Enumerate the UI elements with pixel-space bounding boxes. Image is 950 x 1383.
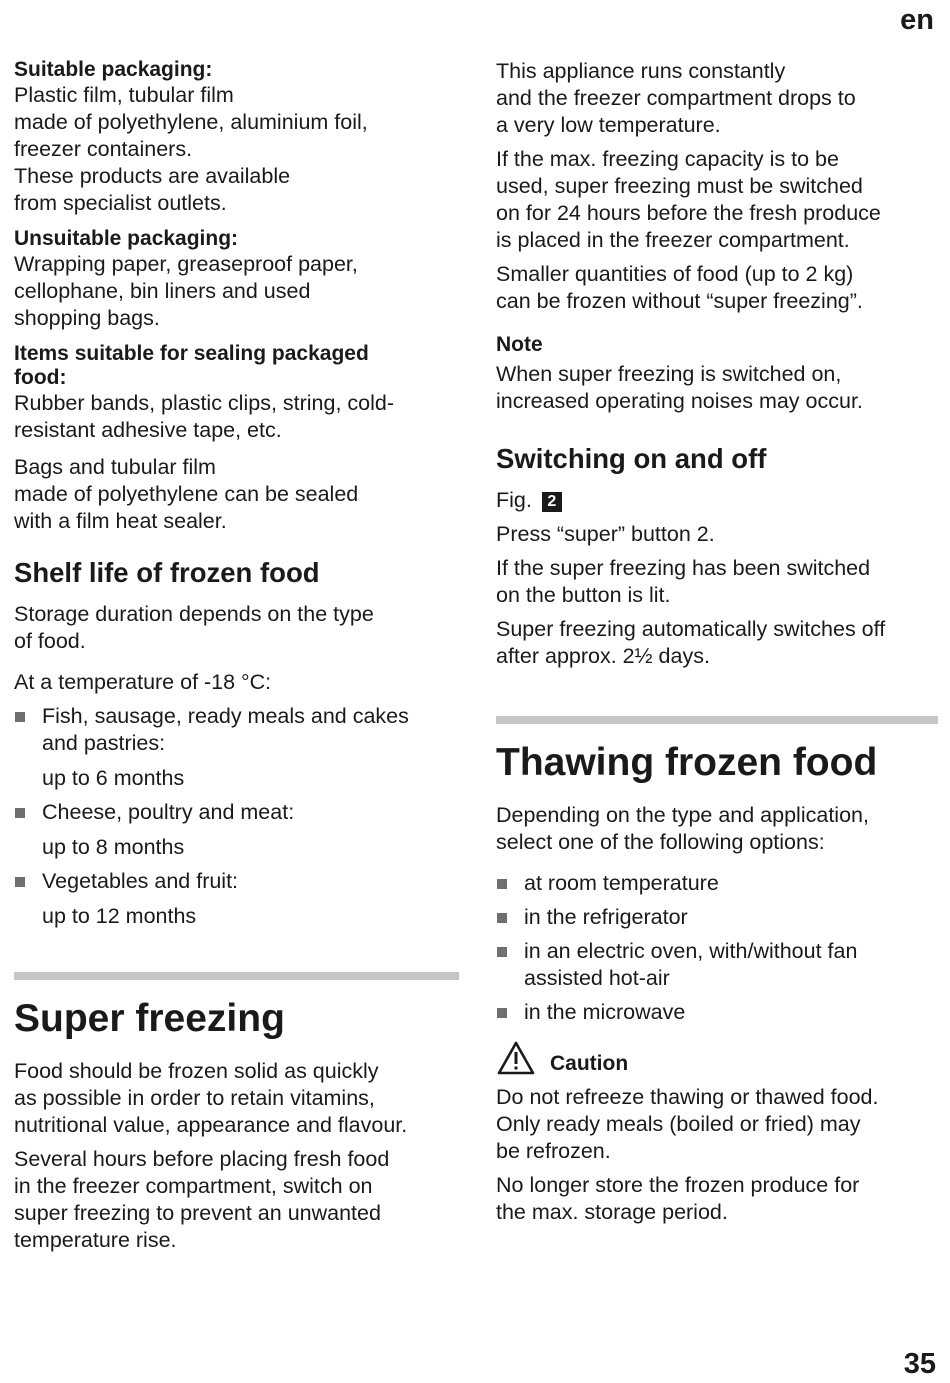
text-line: Plastic film, tubular film [14, 83, 234, 107]
bullet-square-icon [497, 879, 507, 889]
warning-triangle-icon [496, 1040, 536, 1076]
fig-label: Fig. [496, 488, 532, 512]
text-line: Super freezing automatically switches off [496, 617, 886, 641]
left-column [14, 58, 459, 1261]
super-freezing-text-1 [14, 1058, 459, 1139]
item-duration: up to 12 months [42, 904, 197, 928]
text-line: made of polyethylene can be sealed [14, 482, 359, 506]
figure-reference [496, 487, 938, 514]
text-line: as possible in order to retain vitamins, [14, 1086, 375, 1110]
item-text: Vegetables and fruit: [42, 869, 239, 893]
text-line: Smaller quantities of food (up to 2 kg) [496, 262, 854, 286]
text-line: on the button is lit. [496, 583, 671, 607]
item-text: assisted hot-air [524, 966, 670, 990]
constant-run-text [496, 58, 938, 139]
text-line: with a film heat sealer. [14, 509, 227, 533]
text-line: is placed in the freezer compartment. [496, 228, 850, 252]
caution-header [496, 1040, 938, 1076]
section-divider [14, 972, 459, 980]
thawing-heading: Thawing frozen food [496, 741, 878, 784]
label-line: food: [14, 366, 67, 389]
temperature-line: At a temperature of -18 °C: [14, 670, 272, 694]
language-code: en [900, 4, 934, 36]
text-line: and the freezer compartment drops to [496, 86, 856, 110]
suitable-packaging-label: Suitable packaging: [14, 58, 213, 81]
item-text: Cheese, poultry and meat: [42, 800, 295, 824]
text-line: after approx. 2½ days. [496, 644, 710, 668]
item-text: in the microwave [524, 1000, 686, 1024]
caution-label: Caution [550, 1052, 629, 1075]
text-line: Depending on the type and application, [496, 803, 869, 827]
text-line: Wrapping paper, greaseproof paper, [14, 252, 358, 276]
suitable-packaging-text [14, 82, 459, 217]
button-lit-text [496, 555, 938, 609]
storage-period-text [496, 1172, 938, 1226]
text-line: used, super freezing must be switched [496, 174, 863, 198]
text-line: Storage duration depends on the type [14, 602, 374, 626]
text-line: in the freezer compartment, switch on [14, 1174, 373, 1198]
text-line: a very low temperature. [496, 113, 721, 137]
shelf-life-heading: Shelf life of frozen food [14, 557, 320, 588]
small-quantities-text [496, 261, 938, 315]
film-sealer-text [14, 454, 459, 535]
text-line: This appliance runs constantly [496, 59, 786, 83]
sealing-items-label [14, 342, 459, 390]
item-text: at room temperature [524, 871, 719, 895]
text-line: freezer containers. [14, 137, 193, 161]
section-divider [496, 716, 938, 724]
list-item [496, 999, 938, 1026]
text-line: Food should be frozen solid as quickly [14, 1059, 379, 1083]
bullet-square-icon [497, 947, 507, 957]
item-duration: up to 6 months [42, 766, 185, 790]
list-item [496, 938, 938, 992]
thawing-intro [496, 802, 938, 856]
list-item [14, 703, 459, 792]
text-line: Several hours before placing fresh food [14, 1147, 390, 1171]
list-item [14, 799, 459, 861]
max-capacity-text [496, 146, 938, 254]
text-line: These products are available [14, 164, 291, 188]
text-line: No longer store the frozen produce for [496, 1173, 860, 1197]
item-text: in an electric oven, with/without fan [524, 939, 858, 963]
text-line: increased operating noises may occur. [496, 389, 863, 413]
bullet-square-icon [15, 712, 25, 722]
item-duration: up to 8 months [42, 835, 185, 859]
auto-off-text [496, 616, 938, 670]
text-line: made of polyethylene, aluminium foil, [14, 110, 368, 134]
unsuitable-packaging [14, 227, 459, 332]
text-line: select one of the following options: [496, 830, 825, 854]
bullet-square-icon [15, 808, 25, 818]
text-line: nutritional value, appearance and flavour. [14, 1113, 408, 1137]
item-text: and pastries: [42, 731, 166, 755]
text-line: Only ready meals (boiled or fried) may [496, 1112, 861, 1136]
text-line: from specialist outlets. [14, 191, 227, 215]
unsuitable-packaging-text [14, 251, 459, 332]
thawing-options-list [496, 870, 938, 1026]
text-line: super freezing to prevent an unwanted [14, 1201, 381, 1225]
note-label: Note [496, 333, 543, 356]
item-text: in the refrigerator [524, 905, 688, 929]
sealing-items-text [14, 390, 459, 444]
text-line: the max. storage period. [496, 1200, 728, 1224]
fig-number-badge: 2 [542, 492, 562, 512]
sealing-items [14, 342, 459, 444]
text-line: cellophane, bin liners and used [14, 279, 311, 303]
super-freezing-text-2 [14, 1146, 459, 1254]
super-freezing-heading: Super freezing [14, 997, 285, 1040]
shelf-life-intro [14, 601, 459, 655]
text-line: be refrozen. [496, 1139, 611, 1163]
right-column [496, 58, 938, 1233]
text-line: resistant adhesive tape, etc. [14, 418, 282, 442]
text-line: on for 24 hours before the fresh produce [496, 201, 881, 225]
bullet-square-icon [497, 913, 507, 923]
suitable-packaging [14, 58, 459, 217]
unsuitable-packaging-label: Unsuitable packaging: [14, 227, 239, 250]
page-number: 35 [903, 1348, 936, 1380]
switching-heading: Switching on and off [496, 443, 767, 474]
text-line: Bags and tubular film [14, 455, 216, 479]
text-line: Do not refreeze thawing or thawed food. [496, 1085, 879, 1109]
bullet-square-icon [497, 1008, 507, 1018]
text-line: temperature rise. [14, 1228, 177, 1252]
text-line: If the super freezing has been switched [496, 556, 871, 580]
shelf-life-list [14, 703, 459, 930]
list-item [14, 868, 459, 930]
item-text: Fish, sausage, ready meals and cakes [42, 704, 409, 728]
caution-text [496, 1084, 938, 1165]
text-line: If the max. freezing capacity is to be [496, 147, 839, 171]
note-text [496, 361, 938, 415]
label-line: Items suitable for sealing packaged [14, 342, 369, 365]
text-line: When super freezing is switched on, [496, 362, 842, 386]
text-line: can be frozen without “super freezing”. [496, 289, 863, 313]
bullet-square-icon [15, 877, 25, 887]
text-line: of food. [14, 629, 86, 653]
text-line: shopping bags. [14, 306, 160, 330]
text-line: Rubber bands, plastic clips, string, cold- [14, 391, 395, 415]
list-item [496, 870, 938, 897]
list-item [496, 904, 938, 931]
press-button-text: Press “super” button 2. [496, 522, 715, 546]
